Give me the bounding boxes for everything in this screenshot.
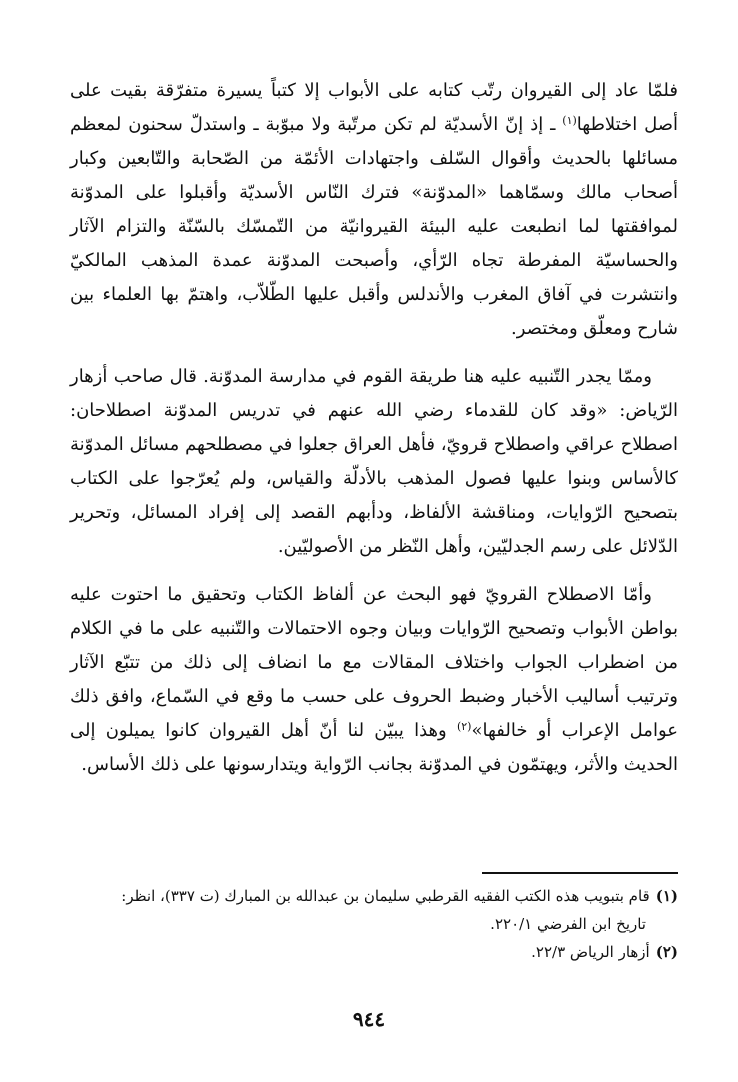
footnote-ref-1: (١) xyxy=(562,114,577,127)
paragraph-1-text-start: فلمّا عاد إلى القيروان رتّب كتابه على الأبواب إلا كتباً يسيرة متفرّقة بقيت على أصل اختلاطها xyxy=(70,80,678,135)
footnote-ref-2: (٢) xyxy=(456,720,472,733)
footnote-2-text: أزهار الرياض ٢٢/٣. xyxy=(531,943,650,961)
paragraph-3-text-end: وهذا يبيّن لنا أنّ أهل القيروان كانوا يميلون إلى الحديث والأثر، ويهتمّون في المدوّنة بجانب الرّواية ويتدارسونها على ذلك الأساس. xyxy=(70,720,678,775)
main-text xyxy=(70,74,678,782)
paragraph-1 xyxy=(70,74,678,346)
paragraph-2: وممّا يجدر التّنبيه عليه هنا طريقة القوم في مدارسة المدوّنة. قال صاحب أزهار الرّياض: «وقد كان للقدماء رضي الله عنهم في تدريس المدوّنة اصطلاحان: اصطلاح عراقي واصطلاح قرويّ، فأهل العراق جعلوا في مصطلحهم مسائل المدوّنة كالأساس وبنوا عليها فصول المذهب بالأدلّة والقياس، ولم يُعرّجوا على الكتاب بتصحيح الرّوايات، ومناقشة الألفاظ، ودأبهم القصد إلى إفراد المسائل، وتحرير الدّلائل على رسم الجدليّين، وأهل النّظر من الأصوليّين. xyxy=(70,366,678,557)
footnote-2-number: (٢) xyxy=(655,943,678,961)
page-number: ٩٤٤ xyxy=(352,1007,386,1031)
paragraph-3-text-start: وأمّا الاصطلاح القرويّ فهو البحث عن ألفاظ الكتاب وتحقيق ما احتوت عليه بواطن الأبواب وتصحيح الرّوايات وبيان وجوه الاحتمالات والتّنبيه على ما في الكلام من اضطراب الجواب واختلاف المقالات مع ما انضاف إلى ذلك من تتبّع الآثار وترتيب أساليب الأخبار وضبط الحروف على حسب ما وقع في السّماع، وافق ذلك عوامل الإعراب أو خالفها» xyxy=(70,584,678,741)
footnote-1-continuation-text: تاريخ ابن الفرضي ٢٢٠/١. xyxy=(490,915,646,933)
footnote-1-number: (١) xyxy=(655,887,678,905)
footnote-1-continuation xyxy=(70,910,678,938)
footnote-1-text: قام بتبويب هذه الكتب الفقيه القرطبي سليمان بن عبدالله بن المبارك (ت ٣٣٧)، انظر: xyxy=(121,887,650,905)
paragraph-3 xyxy=(70,578,678,782)
footnotes xyxy=(70,882,678,966)
footnote-1 xyxy=(70,882,678,910)
paragraph-1-text-end: ـ إذ إنّ الأسديّة لم تكن مرتّبة ولا مبوّبة ـ واستدلّ سحنون لمعظم مسائلها بالحديث وأقوال السّلف واجتهادات الأئمّة من الصّحابة والتّابعين وكبار أصحاب مالك وسمّاهما «المدوّنة» فترك النّاس الأسديّة وأقبلوا على المدوّنة لموافقتها لما انطبعت عليه البيئة القيروانيّة من التّمسّك بالسّنّة والتزام الآثار والحساسيّة المفرطة تجاه الرّأي، وأصبحت المدوّنة عمدة المذهب المالكيّ وانتشرت في آفاق المغرب والأندلس وأقبل عليها الطّلاّب، واهتمّ بها العلماء بين شارح ومعلّق ومختصر. xyxy=(70,114,678,339)
footnote-separator xyxy=(482,872,678,874)
footnote-2 xyxy=(70,938,678,966)
